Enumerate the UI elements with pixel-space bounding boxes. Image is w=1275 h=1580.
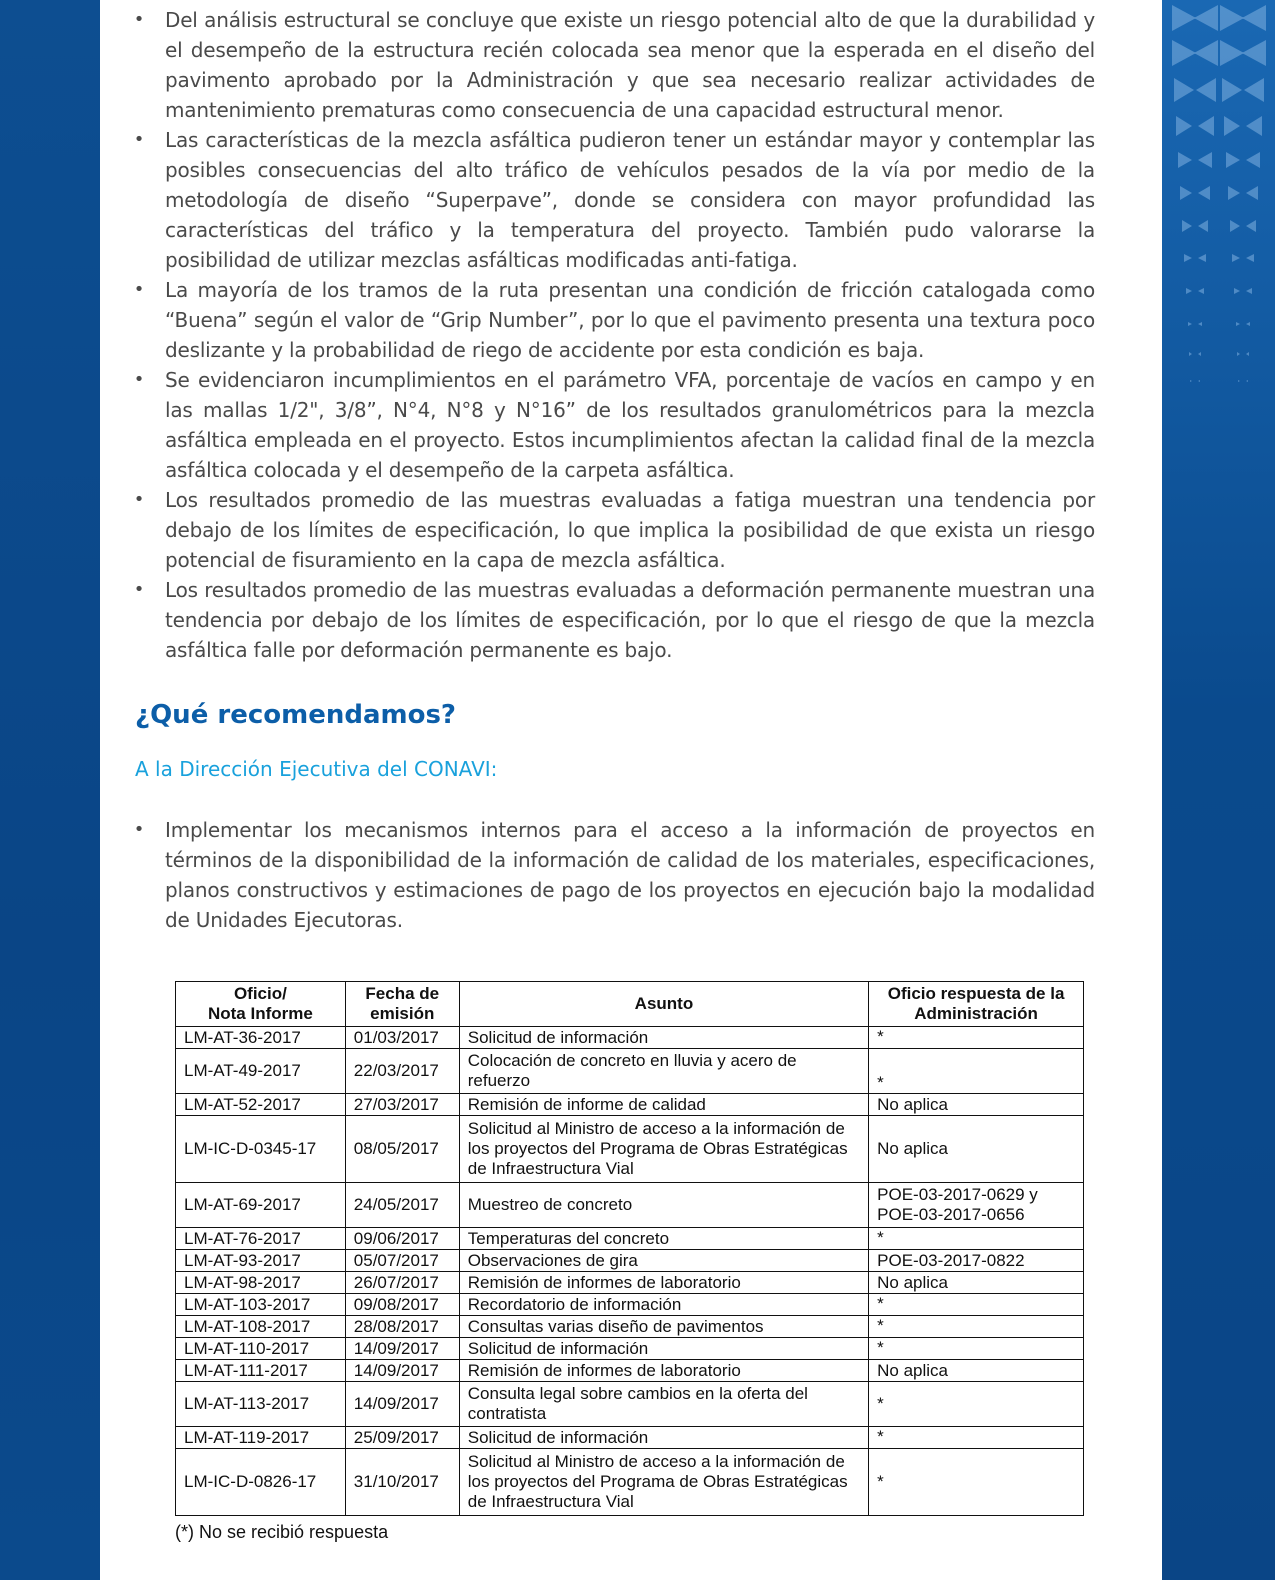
cell-asunto: Solicitud de información	[459, 1427, 868, 1449]
table-row	[176, 1049, 1084, 1094]
cell-oficio: LM-AT-119-2017	[176, 1427, 346, 1449]
cell-respuesta: No aplica	[869, 1094, 1084, 1116]
bullet-icon: •	[133, 129, 145, 150]
left-decorative-band	[0, 0, 100, 1580]
cell-asunto: Remisión de informes de laboratorio	[459, 1360, 868, 1382]
table-row	[176, 1427, 1084, 1449]
table-row	[176, 1027, 1084, 1049]
cell-respuesta: POE-03-2017-0822	[869, 1250, 1084, 1272]
cell-respuesta: *	[869, 1316, 1084, 1338]
cell-asunto: Temperaturas del concreto	[459, 1228, 868, 1250]
list-item	[133, 485, 1095, 575]
cell-respuesta: *	[869, 1427, 1084, 1449]
cell-asunto: Colocación de concreto en lluvia y acero de refuerzo	[459, 1049, 868, 1094]
recommendations-list	[133, 815, 1095, 935]
cell-respuesta: No aplica	[869, 1272, 1084, 1294]
cell-fecha: 14/09/2017	[345, 1382, 459, 1427]
conclusion-text: Se evidenciaron incumplimientos en el parámetro VFA, porcentaje de vacíos en campo y en las mallas 1/2", 3/8”, N°4, N°8 y N°16” de los resultados granulométricos para la mezcla asfáltica empleada en el proyecto. Estos incumplimientos afectan la calidad final de la mezcla asfáltica colocada y el desempeño de la carpeta asfáltica.	[165, 368, 1095, 482]
list-item	[133, 125, 1095, 275]
cell-asunto: Consultas varias diseño de pavimentos	[459, 1316, 868, 1338]
cell-asunto: Remisión de informe de calidad	[459, 1094, 868, 1116]
cell-asunto: Consulta legal sobre cambios en la oferta del contratista	[459, 1382, 868, 1427]
cell-asunto: Solicitud de información	[459, 1338, 868, 1360]
oficios-table	[175, 981, 1084, 1516]
cell-fecha: 01/03/2017	[345, 1027, 459, 1049]
table-row	[176, 1316, 1084, 1338]
recommend-heading: ¿Qué recomendamos?	[135, 700, 457, 730]
table-row	[176, 1294, 1084, 1316]
table-row	[176, 1116, 1084, 1183]
table-row	[176, 1338, 1084, 1360]
header-asunto: Asunto	[459, 982, 868, 1027]
cell-fecha: 22/03/2017	[345, 1049, 459, 1094]
conclusion-text: Los resultados promedio de las muestras evaluadas a fatiga muestran una tendencia por debajo de los límites de especificación, lo que implica la posibilidad de que exista un riesgo potencial de fisuramiento en la capa de mezcla asfáltica.	[165, 488, 1095, 572]
conclusions-list	[133, 5, 1095, 665]
cell-oficio: LM-AT-36-2017	[176, 1027, 346, 1049]
cell-respuesta: *	[869, 1382, 1084, 1427]
cell-oficio: LM-AT-113-2017	[176, 1382, 346, 1427]
cell-oficio: LM-AT-93-2017	[176, 1250, 346, 1272]
cell-asunto: Solicitud al Ministro de acceso a la información de los proyectos del Programa de Obras Estratégicas de Infraestructura Vial	[459, 1116, 868, 1183]
cell-respuesta: *	[869, 1049, 1084, 1094]
cell-asunto: Solicitud de información	[459, 1027, 868, 1049]
cell-fecha: 05/07/2017	[345, 1250, 459, 1272]
cell-oficio: LM-AT-76-2017	[176, 1228, 346, 1250]
cell-asunto: Recordatorio de información	[459, 1294, 868, 1316]
cell-respuesta: *	[869, 1449, 1084, 1516]
page-content	[100, 0, 1162, 1580]
table-row	[176, 1228, 1084, 1250]
table-row	[176, 1360, 1084, 1382]
recommendation-text: Implementar los mecanismos internos para el acceso a la información de proyectos en términos de la disponibilidad de la información de calidad de los materiales, especificaciones, planos constructivos y estimaciones de pago de los proyectos en ejecución bajo la modalidad de Unidades Ejecutoras.	[165, 818, 1095, 932]
table-row	[176, 1094, 1084, 1116]
table-header-row	[176, 982, 1084, 1027]
cell-asunto: Observaciones de gira	[459, 1250, 868, 1272]
header-respuesta: Oficio respuesta de la Administración	[869, 982, 1084, 1027]
table-footnote: (*) No se recibió respuesta	[175, 1522, 389, 1542]
cell-asunto: Muestreo de concreto	[459, 1183, 868, 1228]
cell-fecha: 26/07/2017	[345, 1272, 459, 1294]
cell-oficio: LM-AT-49-2017	[176, 1049, 346, 1094]
cell-asunto: Solicitud al Ministro de acceso a la información de los proyectos del Programa de Obras Estratégicas de Infraestructura Vial	[459, 1449, 868, 1516]
cell-fecha: 08/05/2017	[345, 1116, 459, 1183]
triangle-pattern	[1162, 0, 1275, 420]
cell-fecha: 27/03/2017	[345, 1094, 459, 1116]
cell-oficio: LM-AT-111-2017	[176, 1360, 346, 1382]
conclusion-text: La mayoría de los tramos de la ruta presentan una condición de fricción catalogada como “Buena” según el valor de “Grip Number”, por lo que el pavimento presenta una textura poco deslizante y la probabilidad de riego de accidente por esta condición es baja.	[165, 278, 1095, 362]
bullet-icon: •	[133, 9, 145, 30]
header-oficio: Oficio/ Nota Informe	[176, 982, 346, 1027]
table-row	[176, 1382, 1084, 1427]
cell-respuesta: *	[869, 1338, 1084, 1360]
table-row	[176, 1449, 1084, 1516]
cell-oficio: LM-AT-103-2017	[176, 1294, 346, 1316]
header-fecha: Fecha de emisión	[345, 982, 459, 1027]
cell-respuesta: No aplica	[869, 1360, 1084, 1382]
list-item	[133, 5, 1095, 125]
cell-oficio: LM-AT-108-2017	[176, 1316, 346, 1338]
list-item	[133, 365, 1095, 485]
cell-fecha: 09/06/2017	[345, 1228, 459, 1250]
conclusion-text: Del análisis estructural se concluye que existe un riesgo potencial alto de que la durabilidad y el desempeño de la estructura recién colocada sea menor que la esperada en el diseño del pavimento aprobado por la Administración y que sea necesario realizar actividades de mantenimiento prematuras como consecuencia de una capacidad estructural menor.	[165, 8, 1095, 122]
list-item	[133, 815, 1095, 935]
cell-fecha: 25/09/2017	[345, 1427, 459, 1449]
cell-fecha: 24/05/2017	[345, 1183, 459, 1228]
conclusion-text: Las características de la mezcla asfáltica pudieron tener un estándar mayor y contemplar las posibles consecuencias del alto tráfico de vehículos pesados de la vía por medio de la metodología de diseño “Superpave”, donde se considera con mayor profundidad las características del tráfico y la temperatura del proyecto. También pudo valorarse la posibilidad de utilizar mezclas asfálticas modificadas anti-fatiga.	[165, 128, 1095, 272]
right-decorative-band	[1162, 0, 1275, 1580]
table-row	[176, 1250, 1084, 1272]
cell-fecha: 31/10/2017	[345, 1449, 459, 1516]
cell-fecha: 14/09/2017	[345, 1338, 459, 1360]
cell-fecha: 09/08/2017	[345, 1294, 459, 1316]
cell-oficio: LM-IC-D-0345-17	[176, 1116, 346, 1183]
cell-respuesta: No aplica	[869, 1116, 1084, 1183]
cell-respuesta: *	[869, 1294, 1084, 1316]
bullet-icon: •	[133, 489, 145, 510]
list-item	[133, 575, 1095, 665]
bullet-icon: •	[133, 819, 145, 840]
table-row	[176, 1183, 1084, 1228]
list-item	[133, 275, 1095, 365]
conclusion-text: Los resultados promedio de las muestras evaluadas a deformación permanente muestran una tendencia por debajo de los límites de especificación, por lo que el riesgo de que la mezcla asfáltica falle por deformación permanente es bajo.	[165, 578, 1095, 662]
cell-respuesta: *	[869, 1228, 1084, 1250]
cell-oficio: LM-AT-98-2017	[176, 1272, 346, 1294]
cell-oficio: LM-IC-D-0826-17	[176, 1449, 346, 1516]
bullet-icon: •	[133, 369, 145, 390]
cell-oficio: LM-AT-110-2017	[176, 1338, 346, 1360]
cell-oficio: LM-AT-52-2017	[176, 1094, 346, 1116]
cell-respuesta: *	[869, 1027, 1084, 1049]
recommend-target: A la Dirección Ejecutiva del CONAVI:	[135, 757, 498, 781]
cell-fecha: 28/08/2017	[345, 1316, 459, 1338]
cell-fecha: 14/09/2017	[345, 1360, 459, 1382]
cell-asunto: Remisión de informes de laboratorio	[459, 1272, 868, 1294]
bullet-icon: •	[133, 579, 145, 600]
cell-respuesta: POE-03-2017-0629 y POE-03-2017-0656	[869, 1183, 1084, 1228]
cell-oficio: LM-AT-69-2017	[176, 1183, 346, 1228]
bullet-icon: •	[133, 279, 145, 300]
table-row	[176, 1272, 1084, 1294]
